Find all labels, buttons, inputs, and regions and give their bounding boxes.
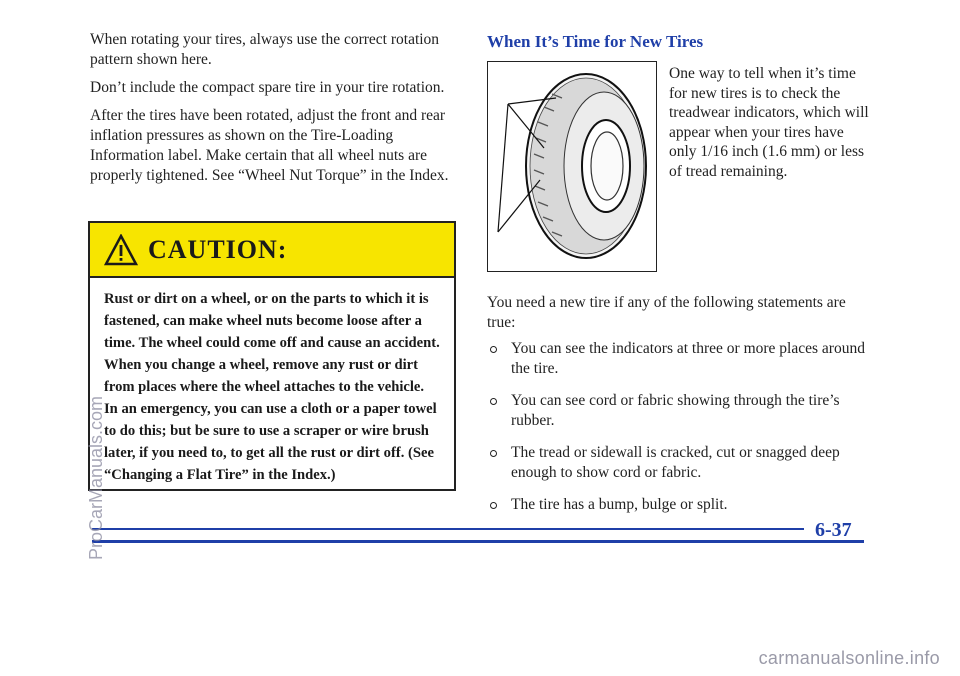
tire-icon [488, 62, 655, 270]
bullet-icon [490, 450, 497, 457]
new-tire-intro: You need a new tire if any of the following statements are true: [487, 294, 846, 331]
spare-paragraph: Don’t include the compact spare tire in your tire rotation. [90, 79, 445, 96]
new-tire-list [487, 339, 867, 527]
rotation-paragraph: When rotating your tires, always use the correct rotation pattern shown here. [90, 31, 440, 68]
left-column [90, 30, 458, 194]
list-item: You can see cord or fabric showing through the tire’s rubber. [487, 391, 867, 431]
bullet-icon [490, 346, 497, 353]
footer-rule-bottom [92, 540, 864, 543]
bullet-icon [490, 398, 497, 405]
caution-body: Rust or dirt on a wheel, or on the parts to which it is fastened, can make wheel nuts become loose after a time. The wheel could come off and cause an accident. When you change a wheel, remove any rust or dirt from places where the wheel attaches to the vehicle. In an emergency, you can use a cloth or a paper towel to do this; but be sure to use a scraper or wire brush later, if you need to, to get all the rust or dirt off. (See “Changing a Flat Tire” in the Index.) [104, 291, 440, 483]
list-item: The tire has a bump, bulge or split. [487, 495, 867, 515]
footer-watermark: carmanualsonline.info [758, 648, 940, 668]
list-item: The tread or sidewall is cracked, cut or snagged deep enough to show cord or fabric. [487, 443, 867, 483]
list-item: You can see the indicators at three or more places around the tire. [487, 339, 867, 379]
caution-header [90, 223, 454, 278]
side-watermark: ProCarManuals.com [86, 395, 106, 560]
section-title: When It’s Time for New Tires [487, 32, 704, 51]
caution-box [88, 221, 456, 491]
treadwear-text: One way to tell when it’s time for new tires is to check the treadwear indicators, which will appear when your tires have only 1/16 inch (1.6 mm) or less of tread remaining. [669, 65, 869, 180]
footer-rule-top [92, 528, 804, 530]
inflation-paragraph: After the tires have been rotated, adjust the front and rear inflation pressures as shown on the Tire-Loading Information label. Make certain that all wheel nuts are properly tightened. See “Wheel Nut Torque” in the Index. [90, 107, 449, 184]
tire-illustration [487, 61, 657, 272]
warning-triangle-icon [104, 234, 138, 266]
bullet-icon [490, 502, 497, 509]
page-number: 6-37 [815, 519, 852, 541]
caution-title: CAUTION: [148, 234, 288, 264]
